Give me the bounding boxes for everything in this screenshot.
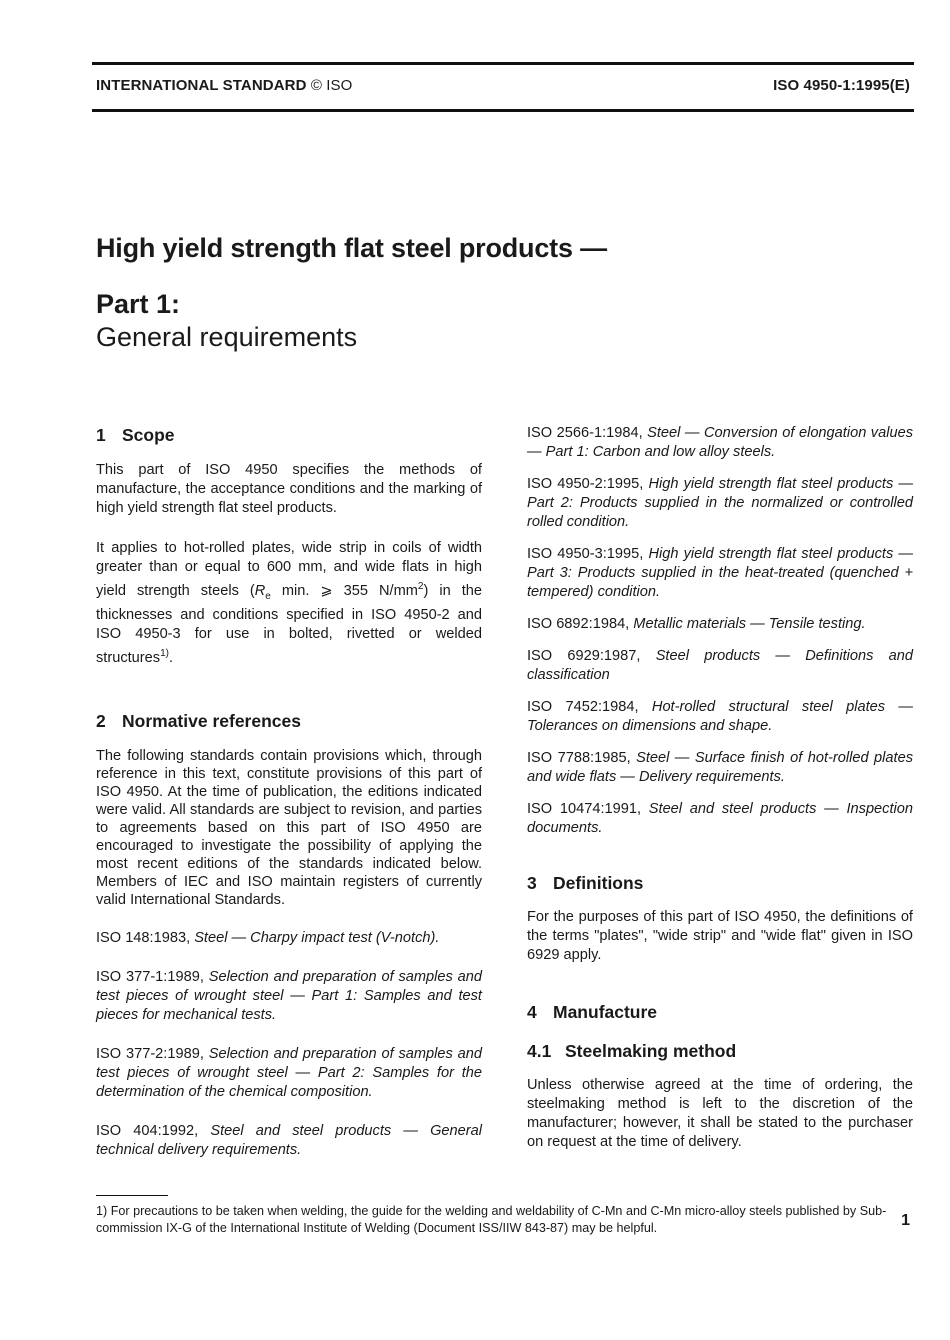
reference-item: ISO 6892:1984, Metallic materials — Tensile testing. (527, 616, 866, 632)
reference-item: ISO 404:1992, Steel and steel products — General technical delivery requirements. (96, 1122, 482, 1158)
page-number: 1 (901, 1212, 910, 1229)
left-column (96, 424, 482, 1175)
document-part: Part 1: (96, 289, 181, 319)
scope-text: It applies to hot-rolled plates, wide strip in coils of width greater than or equal to 600 mm, and wide flats in high yield strength steels ( (96, 540, 482, 599)
normative-intro: The following standards contain provisions which, through reference in this text, constitute provisions of this part of ISO 4950. At the time of publication, the editions indicated were valid. All standards are subject to revision, and parties to agreements based on this part of ISO 4950 are encouraged to investigate the possibility of applying the most recent editions of the standards indicated below. Members of IEC and ISO maintain registers of currently valid International Standards. (96, 747, 482, 908)
scope-text: . (168, 649, 174, 666)
document-title: High yield strength flat steel products — (96, 233, 607, 263)
subsection-steelmaking-heading (527, 1040, 913, 1062)
right-column (527, 424, 913, 1167)
header-standard-label (96, 77, 352, 94)
scope-text: min. ⩾ 355 N/mm (270, 582, 418, 599)
section-manufacture-heading (527, 1001, 913, 1023)
section-title: Definitions (553, 873, 644, 893)
header-copyright: © ISO (310, 77, 353, 94)
unit-superscript: 2 (417, 581, 424, 592)
section-scope-heading (96, 424, 482, 446)
reference-item: ISO 2566-1:1984, Steel — Conversion of elongation values — Part 1: Carbon and low alloy steels. (527, 425, 913, 460)
scope-text: ) in the thicknesses and conditions specified in ISO 4950-2 and ISO 4950-3 for use in bolted, rivetted or welded structures (96, 582, 482, 666)
scope-paragraph-1: This part of ISO 4950 specifies the methods of manufacture, the acceptance conditions and the marking of high yield strength flat steel products. (96, 462, 482, 516)
reference-item: ISO 6929:1987, Steel products — Definitions and classification (527, 648, 913, 683)
definitions-paragraph: For the purposes of this part of ISO 4950, the definitions of the terms "plates", "wide strip" and "wide flat" given in ISO 6929 apply. (527, 909, 913, 963)
section-definitions-heading (527, 872, 913, 894)
reference-item: ISO 4950-2:1995, High yield strength flat steel products — Part 2: Products supplied in the normalized or controlled rolled condition. (527, 476, 914, 530)
section-number: 1 (96, 425, 106, 445)
yield-subscript: e (265, 590, 271, 602)
reference-item: ISO 148:1983, Steel — Charpy impact test (V-notch). (96, 929, 440, 946)
section-title: Manufacture (553, 1002, 658, 1022)
header-bottom-rule (92, 109, 914, 112)
subsection-number: 4.1 (527, 1041, 552, 1061)
section-title: Normative references (122, 710, 301, 731)
header-document-number: ISO 4950-1:1995(E) (773, 77, 910, 94)
footnote: 1) For precautions to be taken when welding, the guide for the welding and weldability of C-Mn and C-Mn micro-alloy steels published by Sub-commission IX-G of the International Institute of Welding (Document ISS/IIW 843-87) may be helpful. (96, 1204, 887, 1235)
document-subtitle: General requirements (96, 322, 358, 352)
header-standard-type: INTERNATIONAL STANDARD (96, 77, 307, 94)
reference-item: ISO 377-2:1989, Selection and preparation of samples and test pieces of wrought steel — Part 2: Samples for the determination of the chemical composition. (96, 1045, 482, 1100)
section-normative-heading (96, 710, 482, 732)
footnote-ref[interactable]: 1) (160, 647, 169, 659)
reference-item: ISO 377-1:1989, Selection and preparation of samples and test pieces of wrought steel — Part 1: Samples and test pieces for mechanical tests. (96, 968, 482, 1023)
section-number: 4 (527, 1002, 537, 1022)
reference-item: ISO 7788:1985, Steel — Surface finish of hot-rolled plates and wide flats — Delivery requirements. (527, 750, 913, 785)
section-number: 2 (96, 710, 106, 731)
reference-item: ISO 4950-3:1995, High yield strength flat steel products — Part 3: Products supplied in the heat-treated (quenched + tempered) condition. (527, 546, 914, 600)
scope-paragraph-2 (96, 539, 482, 668)
reference-item: ISO 7452:1984, Hot-rolled structural steel plates — Tolerances on dimensions and shape. (527, 699, 913, 734)
reference-item: ISO 10474:1991, Steel and steel products — Inspection documents. (527, 801, 914, 836)
subsection-title: Steelmaking method (565, 1041, 737, 1061)
footnote-rule (96, 1195, 168, 1196)
section-number: 3 (527, 873, 537, 893)
header-top-rule (92, 62, 914, 65)
steelmaking-paragraph: Unless otherwise agreed at the time of ordering, the steelmaking method is left to the discretion of the manufacturer; however, it shall be stated to the purchaser on request at the time of delivery. (527, 1077, 913, 1150)
yield-symbol: R (254, 582, 266, 599)
section-title: Scope (122, 425, 175, 445)
